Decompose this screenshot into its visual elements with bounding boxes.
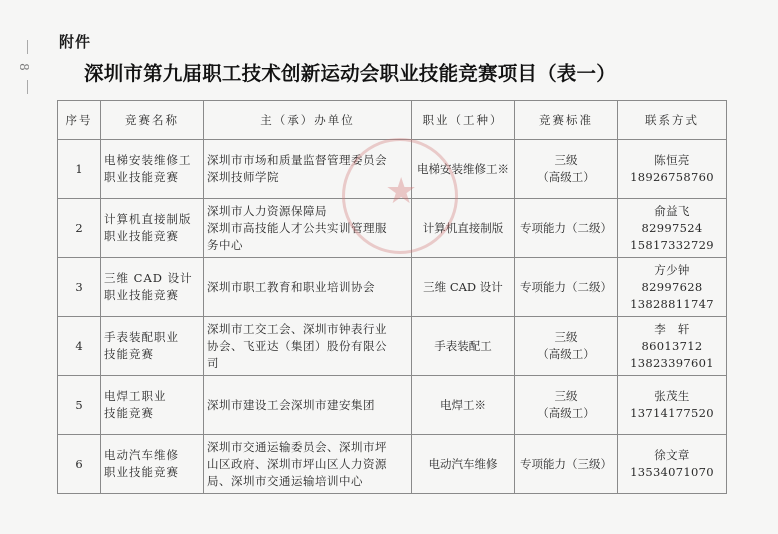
contest-name: 电焊工职业 技能竞赛	[101, 376, 204, 435]
row-number: 2	[58, 199, 101, 258]
table-row	[58, 376, 727, 435]
organizer: 深圳市工交工会、深圳市钟表行业 协会、飞亚达（集团）股份有限公 司	[204, 317, 412, 376]
page-number: 8	[16, 63, 31, 71]
competition-standard: 三级 （高级工）	[515, 140, 618, 199]
table-row	[58, 140, 727, 199]
occupation: 计算机直接制版	[412, 199, 515, 258]
column-header-occupation: 职业（工种）	[412, 101, 515, 140]
occupation: 电梯安装维修工※	[412, 140, 515, 199]
document-title: 深圳市第九届职工技术创新运动会职业技能竞赛项目（表一）	[84, 62, 616, 85]
column-header-standard: 竞赛标准	[515, 101, 618, 140]
occupation: 电动汽车维修	[412, 435, 515, 494]
occupation: 三维 CAD 设计	[412, 258, 515, 317]
competition-standard: 三级 （高级工）	[515, 376, 618, 435]
occupation: 手表装配工	[412, 317, 515, 376]
column-header-name: 竞赛名称	[101, 101, 204, 140]
row-number: 1	[58, 140, 101, 199]
table-row	[58, 258, 727, 317]
row-number: 4	[58, 317, 101, 376]
contest-name: 电动汽车维修 职业技能竞赛	[101, 435, 204, 494]
row-number: 5	[58, 376, 101, 435]
contest-name: 电梯安装维修工 职业技能竞赛	[101, 140, 204, 199]
contact-info: 陈恒亮 18926758760	[618, 140, 727, 199]
organizer: 深圳市市场和质量监督管理委员会 深圳技师学院	[204, 140, 412, 199]
margin-line-bottom	[27, 80, 28, 94]
contact-info: 李 轩 86013712 13823397601	[618, 317, 727, 376]
contest-name: 手表装配职业 技能竞赛	[101, 317, 204, 376]
contest-name: 计算机直接制版 职业技能竞赛	[101, 199, 204, 258]
table-header-row	[58, 101, 727, 140]
table-row	[58, 199, 727, 258]
organizer: 深圳市人力资源保障局 深圳市高技能人才公共实训管理服 务中心	[204, 199, 412, 258]
column-header-contact: 联系方式	[618, 101, 727, 140]
competition-standard: 专项能力（二级）	[515, 199, 618, 258]
contest-name: 三维 CAD 设计 职业技能竞赛	[101, 258, 204, 317]
contact-info: 张茂生 13714177520	[618, 376, 727, 435]
occupation: 电焊工※	[412, 376, 515, 435]
attachment-label: 附件	[59, 33, 92, 51]
competition-standard: 专项能力（三级）	[515, 435, 618, 494]
contest-table	[57, 100, 727, 494]
contact-info: 俞益飞 82997524 15817332729	[618, 199, 727, 258]
organizer: 深圳市建设工会深圳市建安集团	[204, 376, 412, 435]
row-number: 6	[58, 435, 101, 494]
contact-info: 徐文章 13534071070	[618, 435, 727, 494]
row-number: 3	[58, 258, 101, 317]
column-header-no: 序号	[58, 101, 101, 140]
competition-standard: 专项能力（二级）	[515, 258, 618, 317]
organizer: 深圳市职工教育和职业培训协会	[204, 258, 412, 317]
table-row	[58, 317, 727, 376]
contact-info: 方少钟 82997628 13828811747	[618, 258, 727, 317]
competition-standard: 三级 （高级工）	[515, 317, 618, 376]
margin-line-top	[27, 40, 28, 54]
column-header-organizer: 主（承）办单位	[204, 101, 412, 140]
organizer: 深圳市交通运输委员会、深圳市坪 山区政府、深圳市坪山区人力资源 局、深圳市交通运输培训中心	[204, 435, 412, 494]
table-row	[58, 435, 727, 494]
